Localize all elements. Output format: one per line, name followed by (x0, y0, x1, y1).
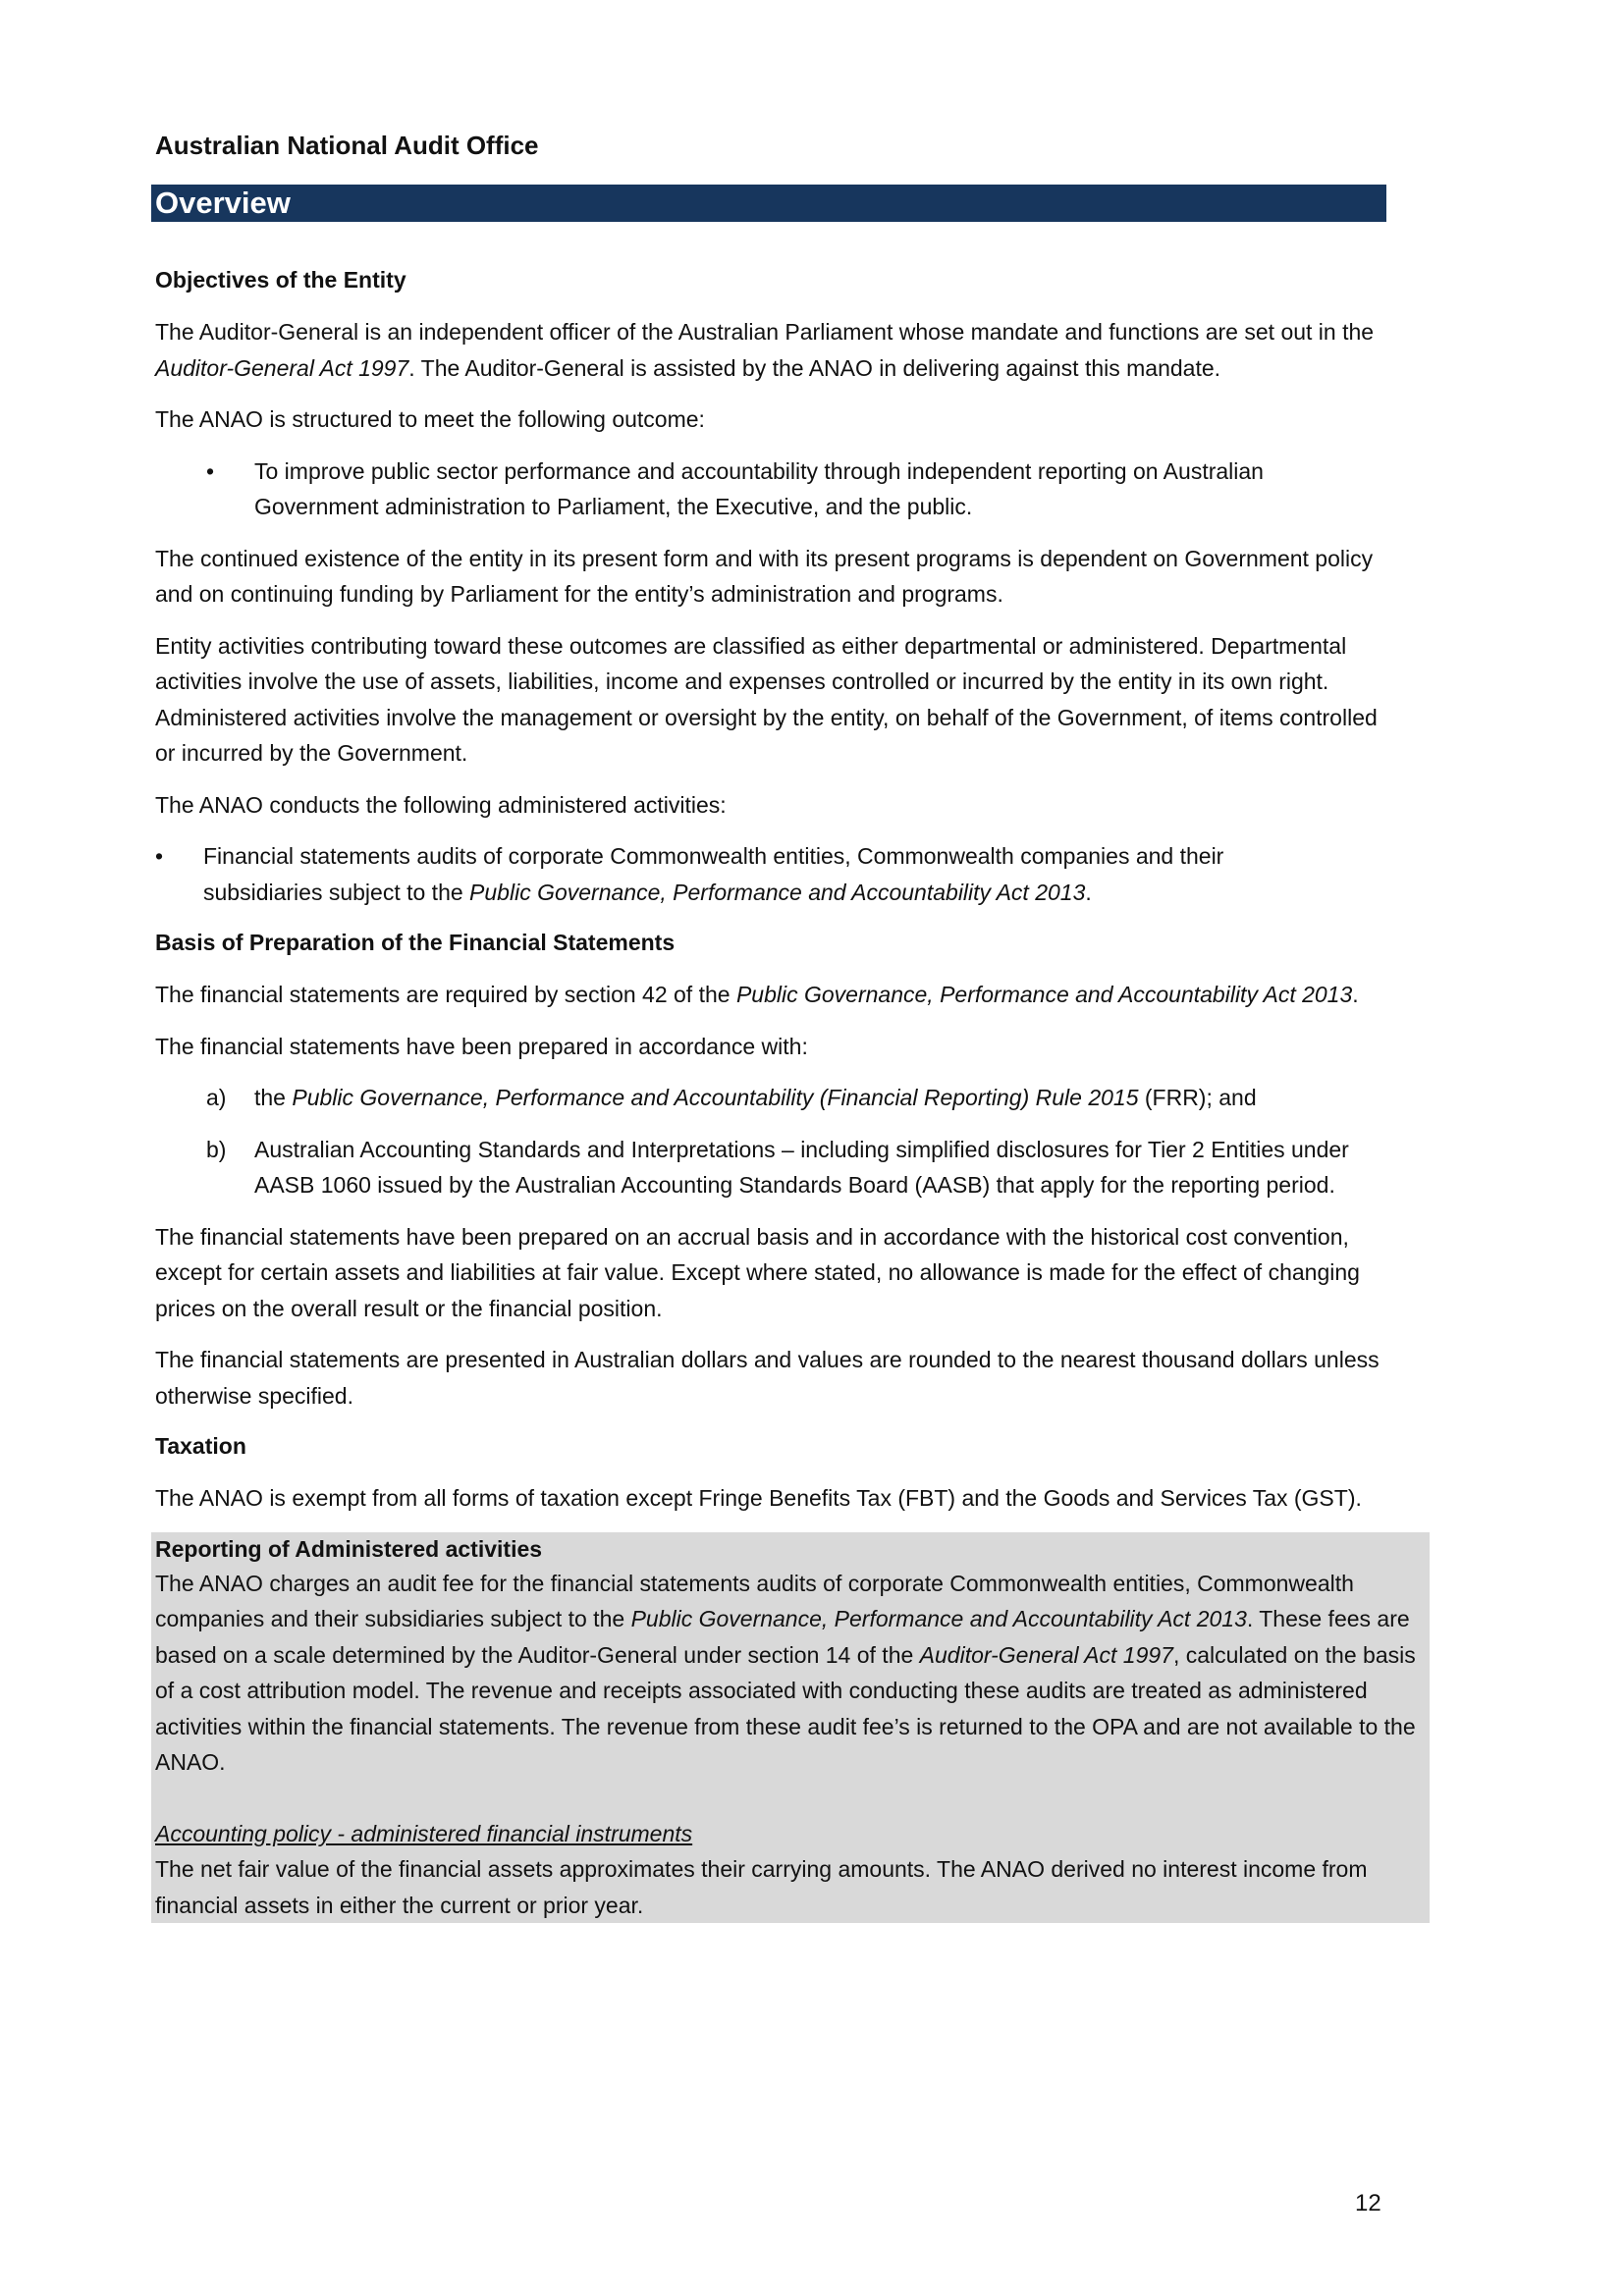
basis-heading: Basis of Preparation of the Financial Statements (155, 930, 676, 955)
list-marker: b) (206, 1136, 227, 1162)
list-marker: a) (206, 1085, 227, 1110)
policy-subheading: Accounting policy - administered financial instruments (155, 1820, 693, 1846)
policy-paragraph: The net fair value of the financial assets approximates their carrying amounts. The ANAO derived no interest income from financial assets in either the current or prior year. (155, 1856, 1368, 1918)
list-item: • Financial statements audits of corporate Commonwealth entities, Commonwealth companies and their subsidiaries subject to the Public Governance, Performance and Accountability Act 2013. (155, 838, 1342, 910)
objectives-paragraph-2: The ANAO is structured to meet the following outcome: (155, 406, 705, 432)
list-item: b) Australian Accounting Standards and Interpretations – including simplified disclosures for Tier 2 Entities under AASB 1060 issued by the Australian Accounting Standards Board (AASB) that apply for the reporting period. (155, 1132, 1393, 1203)
organisation-title: Australian National Audit Office (155, 131, 539, 160)
outcome-list (155, 454, 1432, 525)
taxation-heading: Taxation (155, 1433, 246, 1459)
list-item: a) the Public Governance, Performance and Accountability (Financial Reporting) Rule 2015 (FRR); and (155, 1080, 1393, 1116)
administered-activities-list (155, 838, 1432, 910)
objectives-paragraph-4: Entity activities contributing toward these outcomes are classified as either departmental or administered. Departmental activities involve the use of assets, liabilities, income and expenses controlled or incurred by the entity in its own right. Administered activities involve the management or oversight by the entity, on behalf of the Government, of items controlled or incurred by the Government. (155, 632, 1378, 766)
objectives-paragraph-1: The Auditor-General is an independent officer of the Australian Parliament whose mandate and functions are set out in the Auditor-General Act 1997. The Auditor-General is assisted by the ANAO in delivering against this mandate. (155, 319, 1375, 381)
list-item: • To improve public sector performance and accountability through independent reporting on Australian Government administration to Parliament, the Executive, and the public. (155, 454, 1393, 525)
objectives-paragraph-3: The continued existence of the entity in its present form and with its present programs is dependent on Government policy and on continuing funding by Parliament for the entity’s administration and programs. (155, 545, 1374, 607)
page-number: 12 (1355, 2190, 1381, 2216)
objectives-paragraph-5: The ANAO conducts the following administered activities: (155, 791, 727, 818)
administered-paragraph: The ANAO charges an audit fee for the financial statements audits of corporate Commonwealth entities, Commonwealth companies and their subsidiaries subject to the Public Governance, Performance and Accountability Act 2013. These fees are based on a scale determined by the Auditor-General under section 14 of the Auditor-General Act 1997, calculated on the basis of a cost attribution model. The revenue and receipts associated with conducting these audits are treated as administered activities within the financial statements. The revenue from these audit fee’s is returned to the OPA and are not available to the ANAO. (155, 1570, 1416, 1775)
document-page (155, 130, 1432, 1923)
accordance-list (155, 1080, 1432, 1203)
basis-paragraph-2: The financial statements have been prepared in accordance with: (155, 1033, 808, 1059)
spacer (155, 1781, 1430, 1816)
bullet-icon: • (155, 843, 164, 869)
objectives-heading: Objectives of the Entity (155, 267, 406, 293)
overview-banner: Overview (151, 185, 1386, 222)
basis-paragraph-1: The financial statements are required by section 42 of the Public Governance, Performance and Accountability Act 2013. (155, 982, 1359, 1007)
administered-heading: Reporting of Administered activities (155, 1535, 543, 1562)
bullet-icon: • (206, 457, 215, 484)
administered-activities-box (151, 1532, 1430, 1924)
taxation-paragraph: The ANAO is exempt from all forms of taxation except Fringe Benefits Tax (FBT) and the Goods and Services Tax (GST). (155, 1485, 1362, 1511)
basis-paragraph-3: The financial statements have been prepared on an accrual basis and in accordance with the historical cost convention, except for certain assets and liabilities at fair value. Except where stated, no allowance is made for the effect of changing prices on the overall result or the financial position. (155, 1223, 1360, 1321)
basis-paragraph-4: The financial statements are presented in Australian dollars and values are rounded to the nearest thousand dollars unless otherwise specified. (155, 1347, 1380, 1409)
